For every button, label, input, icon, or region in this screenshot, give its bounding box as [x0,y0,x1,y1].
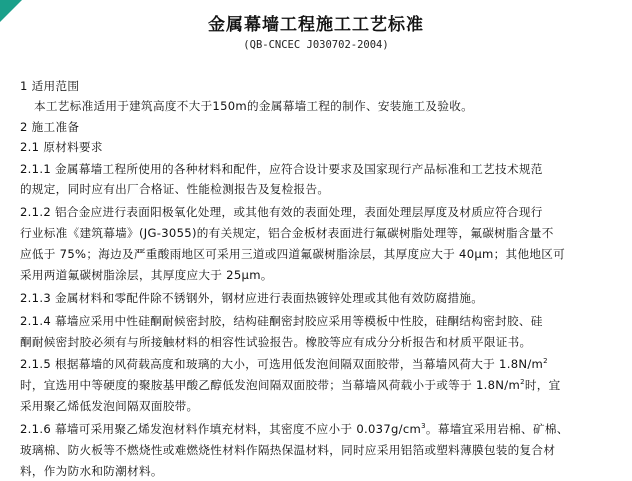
section-1-body: 本工艺标准适用于建筑高度不大于150m的金属幕墙工程的制作、安装施工及验收。 [34,99,474,113]
standard-code: (QB-CNCEC J030702-2004) [243,39,389,51]
clause-2-1-6-line-1 [20,421,569,437]
clause-2-1-3-line-1: 2.1.3 金属材料和零配件除不锈钢外，钢材应进行表面热镀锌处理或其他有效防腐措施。 [20,291,484,305]
clause-2-1-6-line-1-text: 2.1.6 幕墙可采用聚乙烯发泡材料作填充材料，其密度不应小于 0.037g/cm [20,422,422,436]
section-2-1-heading: 2.1 原材料要求 [20,140,103,154]
clause-2-1-5-line-3: 采用聚乙烯低发泡间隔双面胶带。 [20,399,199,413]
superscript-2: 2 [543,357,548,365]
section-2-heading: 2 施工准备 [20,120,80,134]
clause-2-1-2-line-3: 应低于 75%；海边及严重酸雨地区可采用三道或四道氟碳树脂涂层，其厚度应大于 40μm；其他地区可 [20,247,566,261]
clause-2-1-5-line-2-tail: 时，宜 [524,378,561,392]
clause-2-1-5-line-1 [20,356,548,372]
clause-2-1-1-line-2: 的规定，同时应有出厂合格证、性能检测报告及复检报告。 [20,182,330,196]
clause-2-1-6-line-2: 玻璃棉、防火板等不燃烧性或难燃烧性材料作隔热保温材料，同时应采用铝箔或塑料薄膜包装的复合材 [20,443,556,457]
clause-2-1-6-line-3: 料，作为防水和防潮材料。 [20,464,163,478]
clause-2-1-4-line-2: 酮耐候密封胶必须有与所接触材料的相容性试验报告。橡胶等应有成分分析报告和材质平限证书。 [20,335,532,349]
clause-2-1-6-line-1-tail: 。幕墙宜采用岩棉、矿棉、 [425,422,569,436]
superscript-2: 2 [520,378,525,386]
document-title: 金属幕墙工程施工工艺标准 [208,15,424,35]
clause-2-1-1-line-1: 2.1.1 金属幕墙工程所使用的各种材料和配件，应符合设计要求及国家现行产品标准和工艺技术规范 [20,162,543,176]
clause-2-1-2-line-1: 2.1.2 铝合金应进行表面阳极氧化处理，或其他有效的表面处理，表面处理层厚度及材质应符合现行 [20,205,543,219]
clause-2-1-2-line-2: 行业标准《建筑幕墙》(JG-3055)的有关规定，铝合金板材表面进行氟碳树脂处理等，氟碳树脂含量不 [20,226,554,240]
clause-2-1-5-line-2-text: 时，宜选用中等硬度的聚胺基甲酸乙醇低发泡间隔双面胶带；当幕墙风荷载小于或等于 1.8N/m [20,378,521,392]
clause-2-1-4-line-1: 2.1.4 幕墙应采用中性硅酮耐候密封胶，结构硅酮密封胶应采用等模板中性胶，硅酮结构密封胶、硅 [20,314,543,328]
clause-2-1-5-line-1-text: 2.1.5 根据幕墙的风荷载高度和玻璃的大小，可选用低发泡间隔双面胶带，当幕墙风荷大于 1.8N/m [20,357,544,371]
section-1-heading: 1 适用范围 [20,79,80,93]
clause-2-1-2-line-4: 采用两道氟碳树脂涂层，其厚度应大于 25μm。 [20,268,273,282]
clause-2-1-5-line-2 [20,377,561,393]
superscript-3: 3 [421,422,426,430]
